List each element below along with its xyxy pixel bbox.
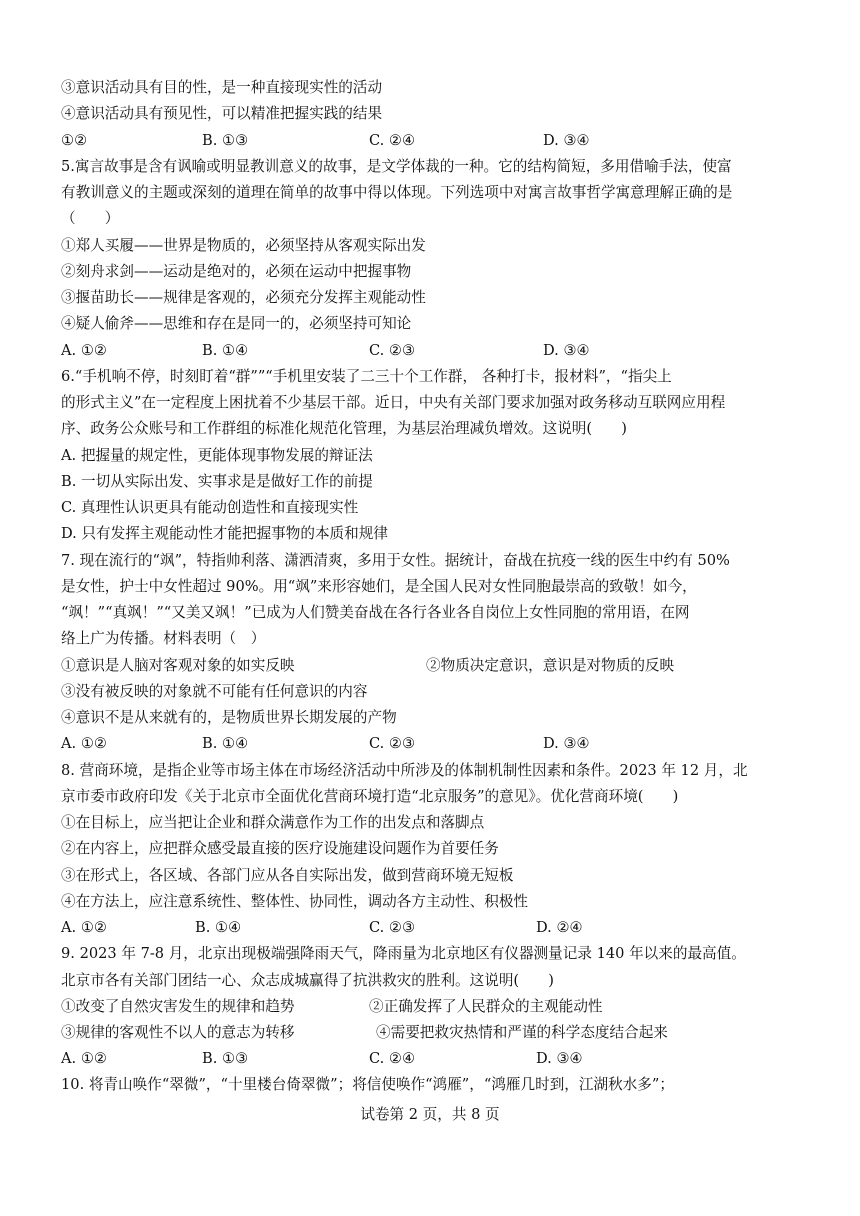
question-8-line: 京市委市政府印发《关于北京市全面优化营商环境打造“北京服务”的意见》。优化营商环境( ) xyxy=(61,788,679,805)
answer-options xyxy=(61,918,806,938)
question-9-line: 9. 2023 年 7-8 月，北京出现极端强降雨天气，降雨量为北京地区有仪器测量记录 140 年以来的最高值。 xyxy=(61,945,746,962)
question-7-line: 是女性，护士中女性超过 90%。用“飒”来形容她们，是全国人民对女性同胞最崇高的致敬！如今， xyxy=(61,578,697,595)
question-9-line: 北京市各有关部门团结一心、众志成城赢得了抗洪救灾的胜利。这说明( ) xyxy=(61,972,554,989)
answer-options xyxy=(61,1049,806,1069)
option-c: C. ②③ xyxy=(369,342,416,359)
option-c: C. ②③ xyxy=(369,919,416,936)
option-b: B. ①④ xyxy=(202,342,249,359)
option-d: D. ③④ xyxy=(543,735,590,752)
option-d: D. ③④ xyxy=(543,132,590,149)
statement-3: ③揠苗助长——规律是客观的，必须充分发挥主观能动性 xyxy=(61,289,426,306)
question-10-line: 10. 将青山唤作“翠微”，“十里楼台倚翠微”；将信使唤作“鸿雁”，“鸿雁几时到，江湖秋水多”； xyxy=(61,1076,674,1093)
option-b: B. ①③ xyxy=(202,1050,249,1067)
option-a: A. ①② xyxy=(61,735,107,752)
question-7-line: 络上广为传播。材料表明（ ） xyxy=(61,630,266,647)
statement-pair xyxy=(61,997,806,1017)
statement-3: ③在形式上，各区域、各部门应从各自实际出发，做到营商环境无短板 xyxy=(61,867,514,884)
option-b: B. ①④ xyxy=(195,919,242,936)
option-a: A. ①② xyxy=(61,1050,107,1067)
question-5-line: 有教训意义的主题或深刻的道理在简单的故事中得以体现。下列选项中对寓言故事哲学寓意理解正确的是 xyxy=(61,184,733,201)
choice-a: A. 把握量的规定性，更能体现事物发展的辩证法 xyxy=(61,447,373,464)
option-d: D. ③④ xyxy=(536,1050,583,1067)
answer-options xyxy=(61,734,806,754)
statement-1: ①郑人买履——世界是物质的，必须坚持从客观实际出发 xyxy=(61,237,426,254)
statement-1: ①意识是人脑对客观对象的如实反映 xyxy=(61,657,295,674)
choice-b: B. 一切从实际出发、实事求是是做好工作的前提 xyxy=(61,473,373,490)
statement-4: ④意识不是从来就有的，是物质世界长期发展的产物 xyxy=(61,709,397,726)
text-line: ④意识活动具有预见性，可以精准把握实践的结果 xyxy=(61,105,383,122)
option-c: C. ②③ xyxy=(369,735,416,752)
option-c: C. ②④ xyxy=(369,1050,416,1067)
question-7-line: 7. 现在流行的“飒”，特指帅利落、潇洒清爽，多用于女性。据统计，奋战在抗疫一线的医生中约有 50% xyxy=(61,552,730,569)
question-6-line: 序、政务公众账号和工作群组的标准化规范化管理，为基层治理减负增效。这说明( ) xyxy=(61,420,627,437)
option-d: D. ③④ xyxy=(543,342,590,359)
question-5-line: 5.寓言故事是含有讽喻或明显教训意义的故事，是文学体裁的一种。它的结构简短，多用借喻手法，使富 xyxy=(61,158,732,175)
question-6-line: 6.“手机响不停，时刻盯着“群””“手机里安装了二三十个工作群， 各种打卡，报材料”，“指尖上 xyxy=(61,368,672,385)
statement-2: ②物质决定意识，意识是对物质的反映 xyxy=(426,657,675,674)
question-8-line: 8. 营商环境，是指企业等市场主体在市场经济活动中所涉及的体制机制性因素和条件。2023 年 12 月，北 xyxy=(61,762,748,779)
choice-d: D. 只有发挥主观能动性才能把握事物的本质和规律 xyxy=(61,525,388,542)
statement-2: ②刻舟求剑——运动是绝对的，必须在运动中把握事物 xyxy=(61,263,412,280)
statement-1: ①在目标上，应当把让企业和群众满意作为工作的出发点和落脚点 xyxy=(61,814,485,831)
statement-4: ④需要把救灾热情和严谨的科学态度结合起来 xyxy=(376,1024,668,1041)
option-a: A. ①② xyxy=(61,342,107,359)
choice-c: C. 真理性认识更具有能动创造性和直接现实性 xyxy=(61,499,359,516)
statement-3: ③规律的客观性不以人的意志为转移 xyxy=(61,1024,295,1041)
statement-pair xyxy=(61,1023,806,1043)
page-footer: 试卷第 2 页，共 8 页 xyxy=(360,1106,500,1123)
option-c: C. ②④ xyxy=(369,132,416,149)
question-6-line: 的形式主义”在一定程度上困扰着不少基层干部。近日，中央有关部门要求加强对政务移动互联网应用程 xyxy=(61,394,726,411)
answer-options xyxy=(61,341,806,361)
answer-blank: （ ） xyxy=(61,210,120,227)
statement-3: ③没有被反映的对象就不可能有任何意识的内容 xyxy=(61,683,368,700)
statement-4: ④在方法上，应注意系统性、整体性、协同性，调动各方主动性、积极性 xyxy=(61,893,529,910)
option-b: B. ①③ xyxy=(202,132,249,149)
statement-2: ②正确发挥了人民群众的主观能动性 xyxy=(369,998,603,1015)
statement-1: ①改变了自然灾害发生的规律和趋势 xyxy=(61,998,295,1015)
option-d: D. ②④ xyxy=(536,919,583,936)
option-a: A. ①② xyxy=(61,919,107,936)
answer-options xyxy=(61,131,806,151)
question-7-line: “飒！”“真飒！”“又美又飒！”已成为人们赞美奋战在各行各业各自岗位上女性同胞的常用语，在网 xyxy=(61,604,690,621)
option-b: B. ①④ xyxy=(202,735,249,752)
statement-4: ④疑人偷斧——思维和存在是同一的，必须坚持可知论 xyxy=(61,315,412,332)
text-line: ③意识活动具有目的性，是一种直接现实性的活动 xyxy=(61,79,383,96)
option-a: ①② xyxy=(61,132,88,149)
statement-pair xyxy=(61,656,806,676)
statement-2: ②在内容上，应把群众感受最直接的医疗设施建设问题作为首要任务 xyxy=(61,840,499,857)
